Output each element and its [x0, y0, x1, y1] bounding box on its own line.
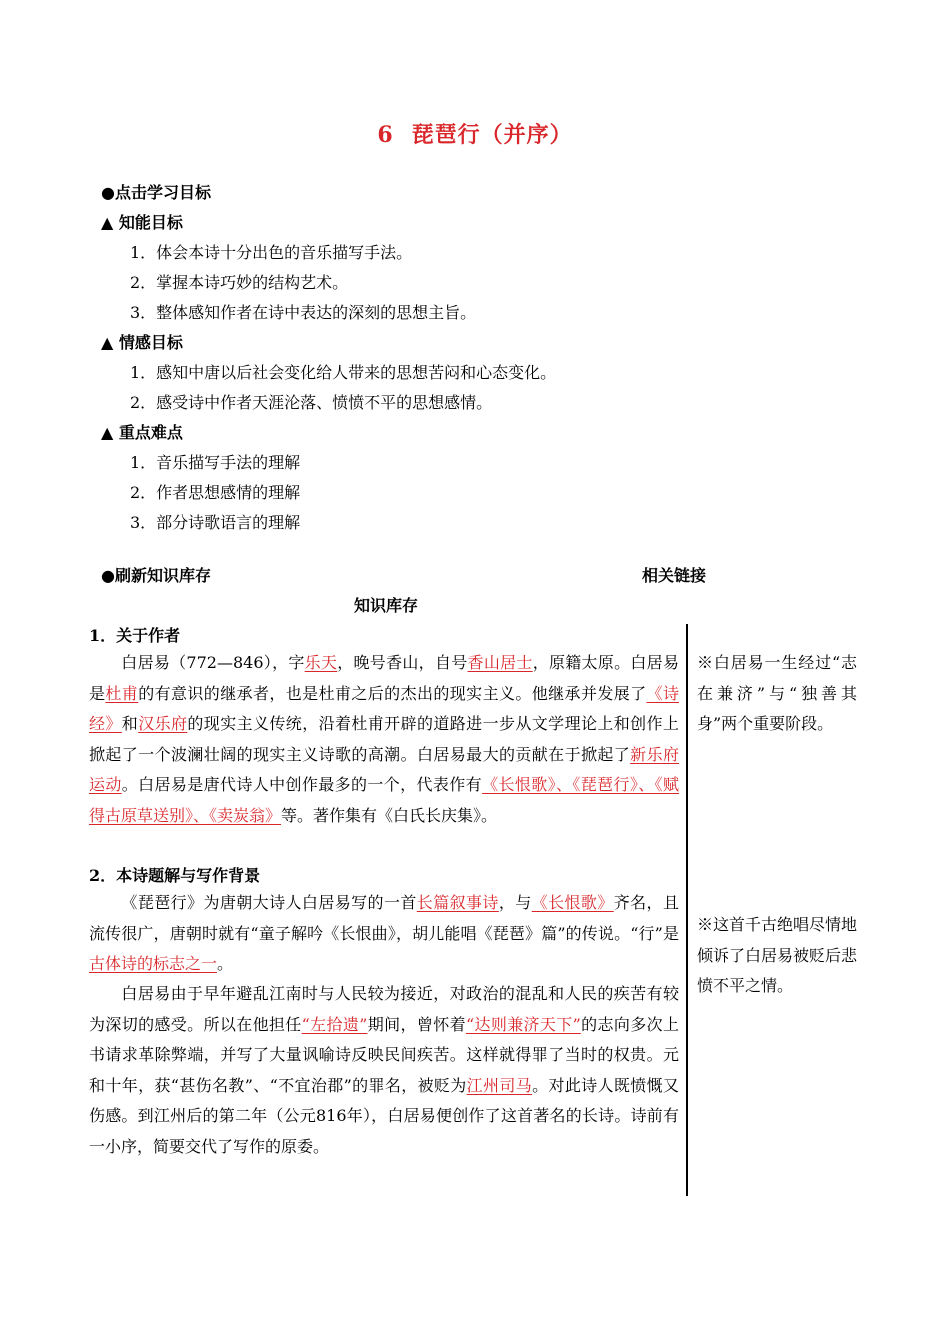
column-divider: [686, 624, 688, 1196]
key-points-heading: ▲ 重点难点: [101, 423, 183, 442]
lesson-number: 6: [377, 122, 394, 148]
link-hanyuefu[interactable]: 汉乐府: [138, 714, 188, 733]
author-heading: 1．关于作者: [89, 626, 181, 645]
link-xiangshan-jushi[interactable]: 香山居士: [467, 653, 533, 672]
link-shijing[interactable]: 《诗经》: [89, 683, 679, 733]
link-zuoshiyi[interactable]: “左拾遗”: [301, 1014, 368, 1034]
lesson-title: 琵琶行（并序）: [411, 122, 573, 148]
link-letian[interactable]: 乐天: [304, 653, 338, 672]
link-daze-jianji[interactable]: “达则兼济天下”: [465, 1014, 581, 1034]
emotion-goal-2: 2．感受诗中作者天涯沦落、愤愤不平的思想感情。: [130, 393, 493, 412]
side-note-1: ※白居易一生经过“志在兼济”与“独善其身”两个重要阶段。: [697, 653, 857, 733]
link-dufu[interactable]: 杜甫: [105, 683, 139, 703]
author-paragraph: 白居易（772—846），字乐天，晚号香山，自号香山居士，原籍太原。白居易是杜甫的有意识的继承者，也是杜甫之后的杰出的现实主义。他继承并发展了《诗经》和汉乐府的现实主义传统，沿着杜甫开辟的道路进一步从文学理论上和创作上掀起了一个波澜壮阔的现实主义诗歌的高潮。白居易最大的贡献在于掀起了新乐府运动。白居易是唐代诗人中创作最多的一个，代表作有《长恨歌》、《琵琶行》、《赋得古原草送别》、《卖炭翁》等。著作集有《白氏长庆集》。: [89, 653, 679, 825]
link-representative-works[interactable]: 《长恨歌》、《琵琶行》、《赋得古原草送别》、《卖炭翁》: [89, 775, 679, 825]
background-heading: 2．本诗题解与写作背景: [89, 866, 261, 885]
page-title: [0, 118, 950, 149]
knowledge-store-subheading: 知识库存: [354, 596, 419, 615]
link-xinyuefu[interactable]: 新乐府运动: [89, 744, 679, 794]
link-changhenge[interactable]: 《长恨歌》: [531, 893, 614, 912]
key-point-2: 2．作者思想感情的理解: [130, 483, 301, 502]
related-links-heading: 相关链接: [642, 566, 707, 585]
side-note-2: ※这首千古绝唱尽情地倾诉了白居易被贬后悲愤不平之情。: [697, 915, 858, 995]
link-jiangzhou-sima[interactable]: 江州司马: [466, 1075, 533, 1095]
knowledge-goal-3: 3．整体感知作者在诗中表达的深刻的思想主旨。: [130, 303, 477, 322]
emotion-goal-1: 1．感知中唐以后社会变化给人带来的思想苦闷和心态变化。: [130, 363, 557, 382]
goals-heading: ●点击学习目标: [101, 183, 211, 202]
emotion-goals-heading: ▲ 情感目标: [101, 333, 183, 352]
refresh-heading: ●刷新知识库存: [101, 566, 211, 585]
background-paragraph-2: 白居易由于早年避乱江南时与人民较为接近，对政治的混乱和人民的疾苦有较为深切的感受。所以在他担任“左拾遗”期间，曾怀着“达则兼济天下”的志向多次上书请求革除弊端，并写了大量讽喻诗反映民间疾苦。这样就得罪了当时的权贵。元和十年，获“甚伤名教”、“不宜治郡”的罪名，被贬为江州司马。对此诗人既愤慨又伤感。到江州后的第二年（公元816年），白居易便创作了这首著名的长诗。诗前有一小序，简要交代了写作的原委。: [89, 984, 679, 1156]
link-guti-poem-mark[interactable]: 古体诗的标志之一: [89, 954, 218, 973]
knowledge-goal-2: 2．掌握本诗巧妙的结构艺术。: [130, 273, 349, 292]
link-long-narrative-poem[interactable]: 长篇叙事诗: [416, 893, 499, 912]
key-point-1: 1．音乐描写手法的理解: [130, 453, 301, 472]
knowledge-goal-1: 1．体会本诗十分出色的音乐描写手法。: [130, 243, 413, 262]
key-point-3: 3．部分诗歌语言的理解: [130, 513, 301, 532]
background-paragraph-1: 《琵琶行》为唐朝大诗人白居易写的一首长篇叙事诗，与《长恨歌》齐名，且流传很广，唐朝时就有“童子解吟《长恨曲》，胡儿能唱《琵琶》篇”的传说。“行”是古体诗的标志之一。: [89, 893, 679, 973]
knowledge-goals-heading: ▲ 知能目标: [101, 213, 183, 232]
